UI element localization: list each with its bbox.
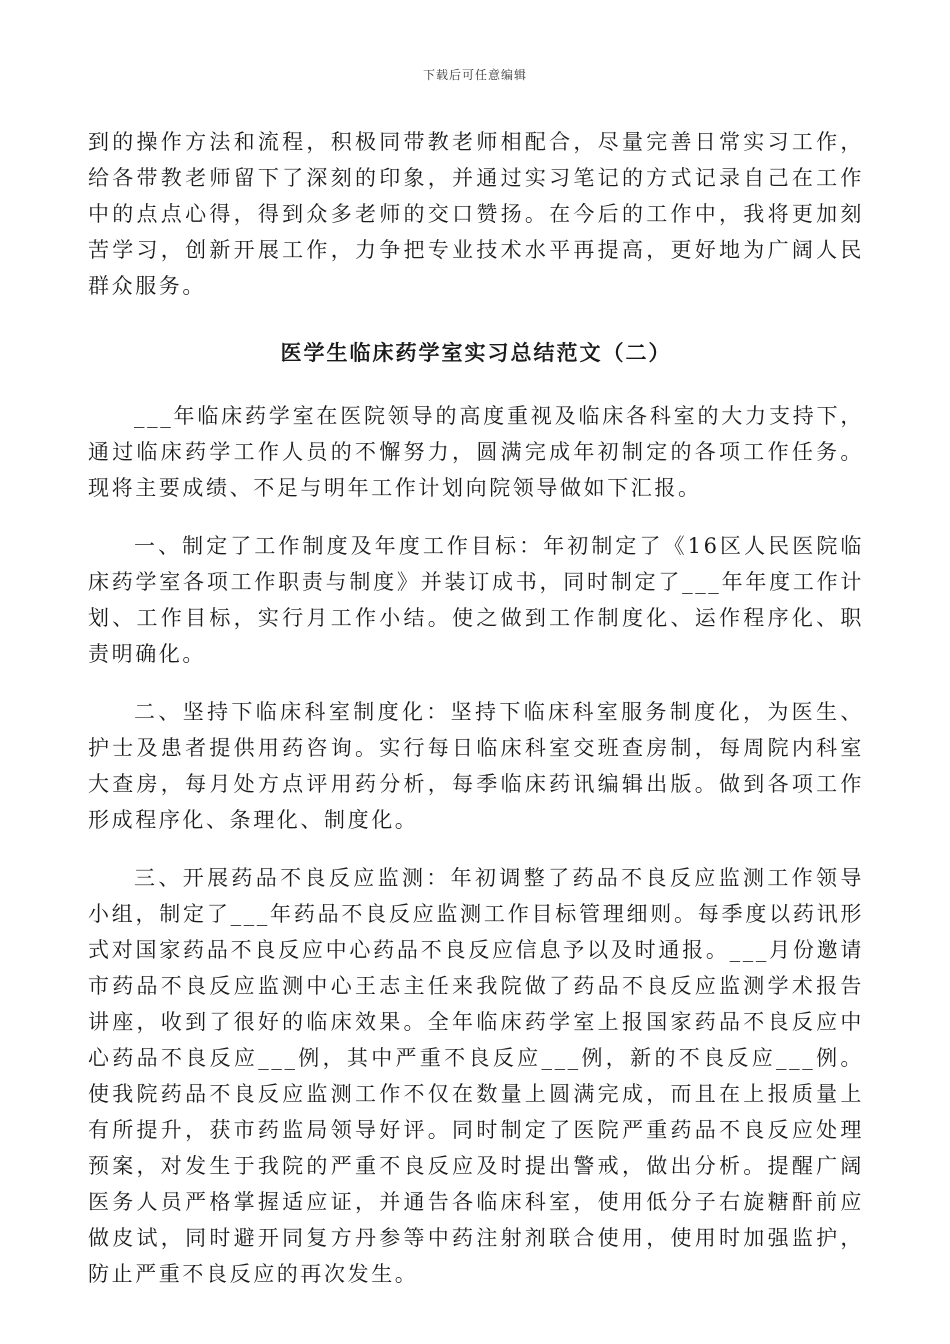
intro-paragraph: 到的操作方法和流程，积极同带教老师相配合，尽量完善日常实习工作，给各带教老师留下了深刻的印象，并通过实习笔记的方式记录自己在工作中的点点心得，得到众多老师的交口赞扬。在今后的工作中，我将更加刻苦学习，创新开展工作，力争把专业技术水平再提高，更好地为广阔人民群众服务。 — [88, 130, 864, 298]
spacer — [88, 838, 864, 860]
spacer — [88, 672, 864, 694]
spacer — [88, 368, 864, 398]
body-paragraph-3: 二、坚持下临床科室制度化：坚持下临床科室服务制度化，为医生、护士及患者提供用药咨询。实行每日临床科室交班查房制，每周院内科室大查房，每月处方点评用药分析，每季临床药讯编辑出版。做到各项工作形成程序化、条理化、制度化。 — [88, 700, 864, 832]
body-paragraph-1: ___年临床药学室在医院领导的高度重视及临床各科室的大力支持下，通过临床药学工作人员的不懈努力，圆满完成年初制定的各项工作任务。现将主要成绩、不足与明年工作计划向院领导做如下汇报。 — [88, 404, 864, 500]
spacer — [88, 506, 864, 528]
section-title: 医学生临床药学室实习总结范文（二） — [280, 340, 672, 365]
document-body — [88, 124, 864, 1292]
body-paragraph-2: 一、制定了工作制度及年度工作目标：年初制定了《16区人民医院临床药学室各项工作职责与制度》并装订成书，同时制定了___年年度工作计划、工作目标，实行月工作小结。使之做到工作制度化、运作程序化、职责明确化。 — [88, 534, 864, 666]
body-paragraph-4: 三、开展药品不良反应监测：年初调整了药品不良反应监测工作领导小组，制定了___年药品不良反应监测工作目标管理细则。每季度以药讯形式对国家药品不良反应中心药品不良反应信息予以及时通报。___月份邀请市药品不良反应监测中心王志主任来我院做了药品不良反应监测学术报告讲座，收到了很好的临床效果。全年临床药学室上报国家药品不良反应中心药品不良反应___例，其中严重不良反应___例，新的不良反应___例。使我院药品不良反应监测工作不仅在数量上圆满完成，而且在上报质量上有所提升，获市药监局领导好评。同时制定了医院严重药品不良反应处理预案，对发生于我院的严重不良反应及时提出警戒，做出分析。提醒广阔医务人员严格掌握适应证，并通告各临床科室，使用低分子右旋糖酐前应做皮试，同时避开同复方丹参等中药注射剂联合使用，使用时加强监护，防止严重不良反应的再次发生。 — [88, 866, 864, 1286]
spacer — [88, 304, 864, 338]
page-header-note: 下载后可任意编辑 — [422, 68, 527, 82]
